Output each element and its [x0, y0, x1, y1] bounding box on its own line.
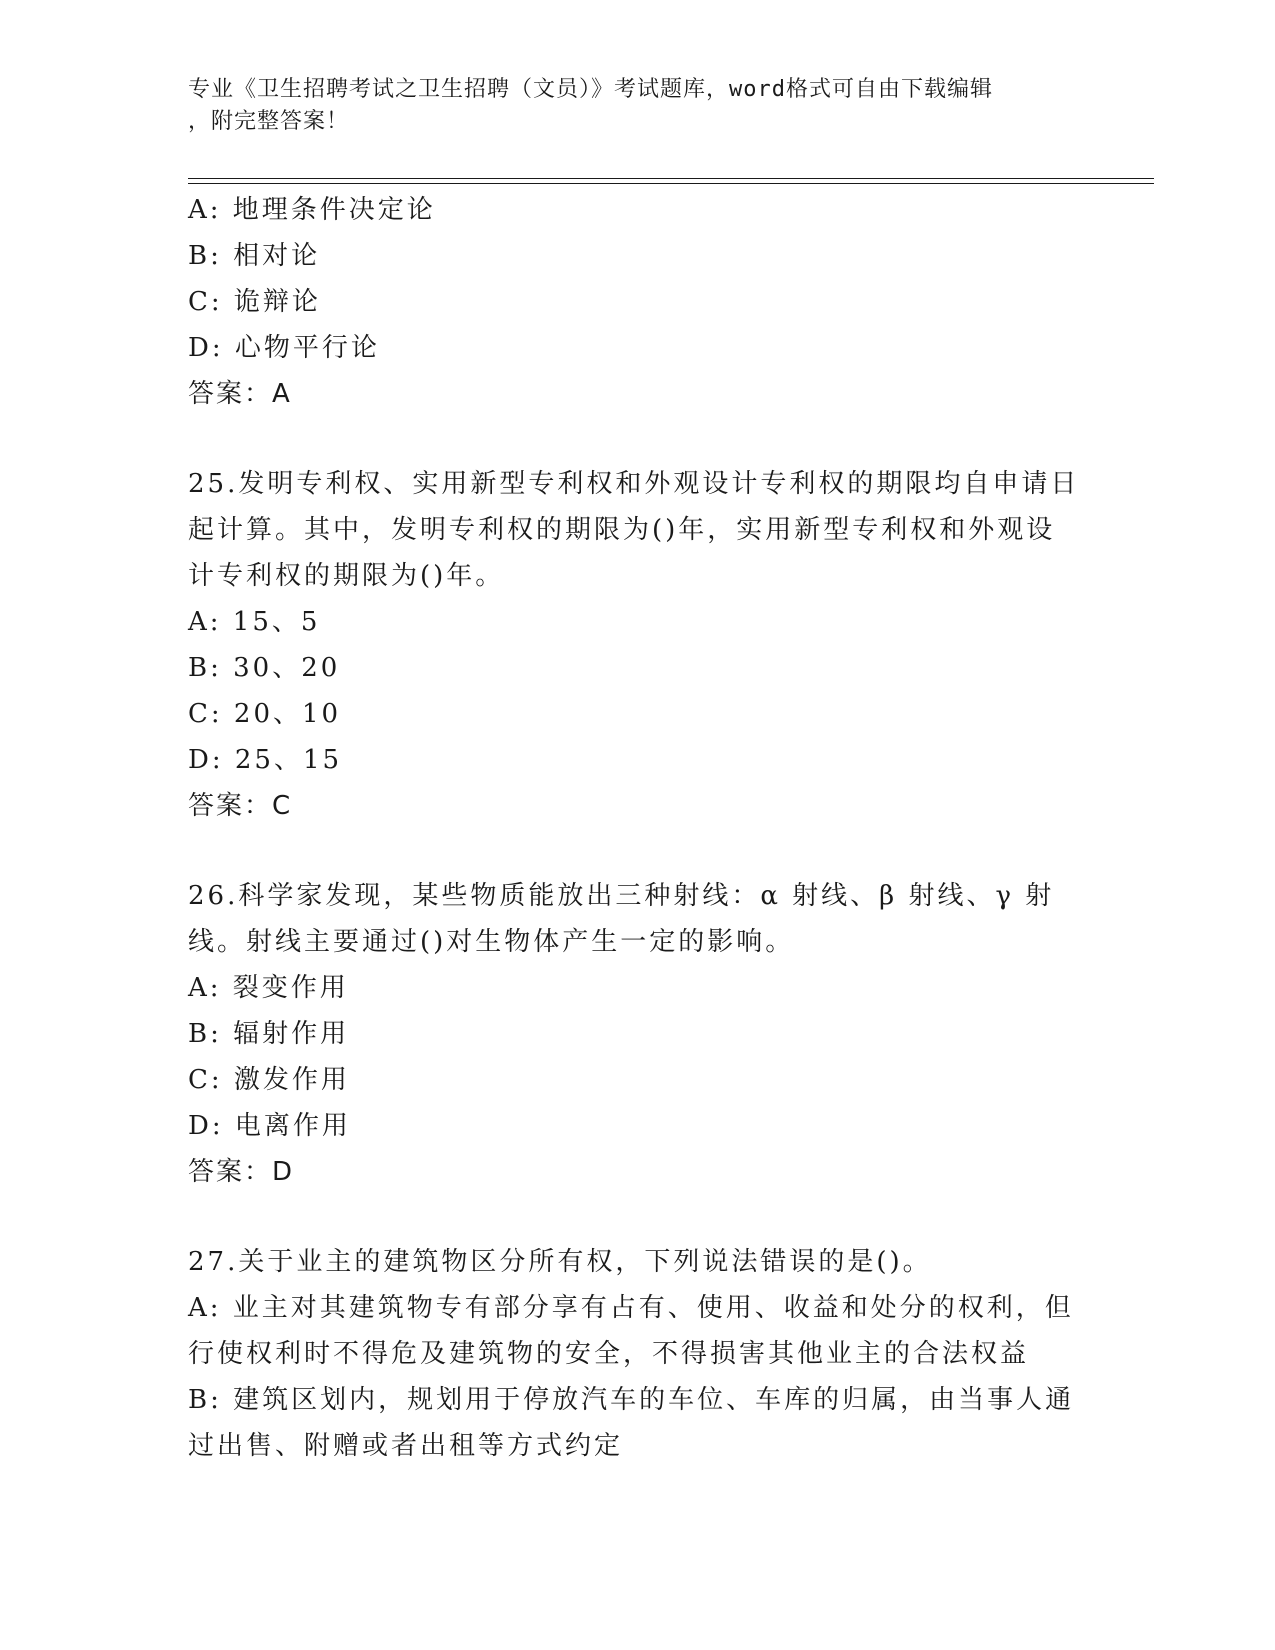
question-25: [188, 461, 1088, 829]
spacer: [188, 417, 1088, 461]
question-list: [188, 187, 1088, 1469]
header-divider-bottom: [188, 183, 1154, 184]
question-stem-line: 线。射线主要通过()对生物体产生一定的影响。: [188, 927, 795, 957]
header-divider-top: [188, 178, 1154, 179]
option-a: A: 裂变作用: [188, 973, 349, 1003]
question-stem-line: 计专利权的期限为()年。: [188, 561, 505, 591]
option-b-continued: 过出售、附赠或者出租等方式约定: [188, 1431, 624, 1461]
answer-text: 答案：D: [188, 1157, 295, 1187]
option-d: D: 电离作用: [188, 1111, 351, 1141]
option-c: C: 诡辩论: [188, 287, 321, 317]
option-b: B: 相对论: [188, 241, 321, 271]
question-27: [188, 1239, 1088, 1469]
question-stem-line: 26.科学家发现，某些物质能放出三种射线：α 射线、β 射线、γ 射: [188, 881, 1055, 911]
question-stem-line: 起计算。其中，发明专利权的期限为()年，实用新型专利权和外观设: [188, 515, 1056, 545]
option-d: D: 心物平行论: [188, 333, 380, 363]
question-stem-line: 27.关于业主的建筑物区分所有权，下列说法错误的是()。: [188, 1247, 932, 1277]
header-line-1: 专业《卫生招聘考试之卫生招聘（文员）》考试题库，word格式可自由下载编辑: [188, 77, 993, 102]
option-a: A: 15、5: [188, 607, 321, 637]
option-b: B: 建筑区划内，规划用于停放汽车的车位、车库的归属，由当事人通: [188, 1385, 1075, 1415]
option-c: C: 20、10: [188, 699, 342, 729]
spacer: [188, 1195, 1088, 1239]
option-a: A: 业主对其建筑物专有部分享有占有、使用、收益和处分的权利，但: [188, 1293, 1074, 1323]
option-a-continued: 行使权利时不得危及建筑物的安全，不得损害其他业主的合法权益: [188, 1339, 1030, 1369]
option-b: B: 辐射作用: [188, 1019, 350, 1049]
question-stem-line: 25.发明专利权、实用新型专利权和外观设计专利权的期限均自申请日: [188, 469, 1080, 499]
answer-text: 答案：A: [188, 379, 292, 409]
page-header: [188, 74, 1068, 138]
question-26: [188, 873, 1088, 1195]
answer-text: 答案：C: [188, 791, 293, 821]
option-b: B: 30、20: [188, 653, 341, 683]
option-a: A: 地理条件决定论: [188, 195, 436, 225]
spacer: [188, 829, 1088, 873]
option-d: D: 25、15: [188, 745, 343, 775]
header-line-2: ，附完整答案！: [188, 109, 350, 134]
option-c: C: 激发作用: [188, 1065, 350, 1095]
question-24: [188, 187, 1088, 417]
